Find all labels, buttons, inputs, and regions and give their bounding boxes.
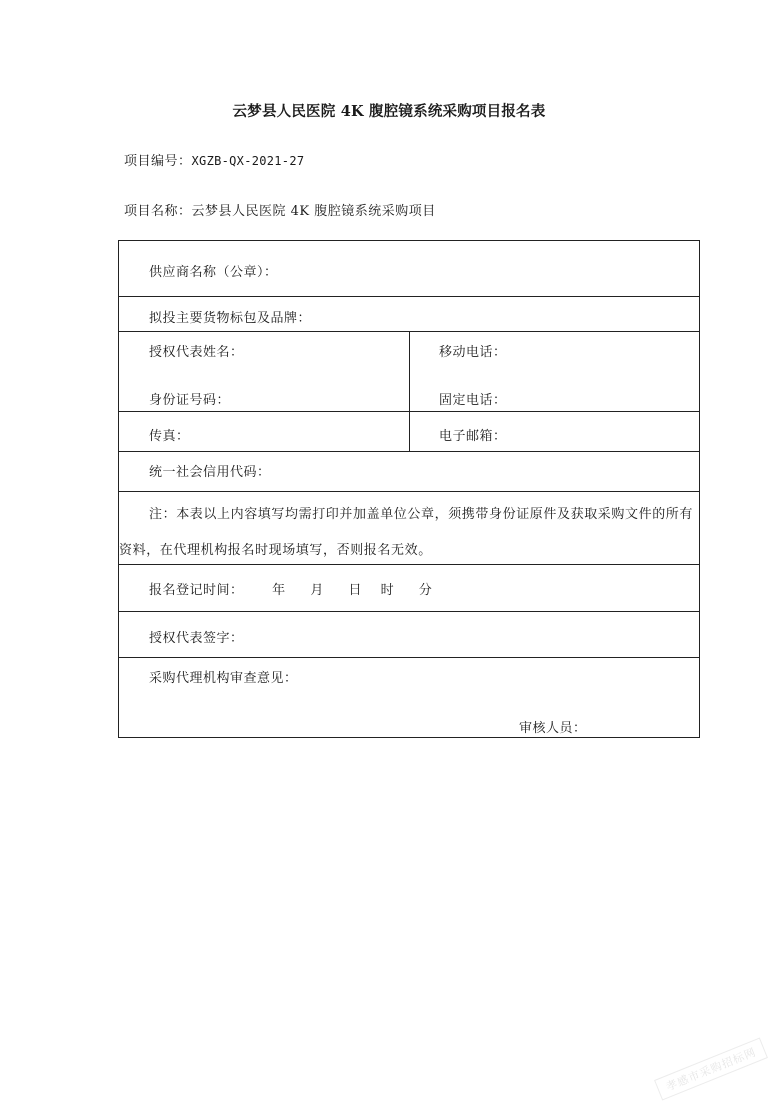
- email-field[interactable]: 电子邮箱：: [439, 429, 507, 444]
- project-number-label: 项目编号：: [124, 154, 192, 169]
- project-name: [124, 200, 436, 219]
- row-divider: [119, 657, 699, 658]
- row-divider: [119, 451, 699, 452]
- year-label: 年: [272, 583, 286, 598]
- form-note: [119, 497, 699, 569]
- id-number-field[interactable]: 身份证号码：: [149, 393, 231, 408]
- row-divider: [119, 611, 699, 612]
- note-line-1: 注：本表以上内容填写均需打印并加盖单位公章，须携带身份证原件及获取采购文件的所有: [149, 507, 694, 522]
- row-divider: [119, 296, 699, 297]
- watermark: 孝感市采购招标网: [654, 1037, 768, 1100]
- fax-field[interactable]: 传真：: [149, 429, 190, 444]
- agency-opinion-field[interactable]: 采购代理机构审查意见：: [149, 671, 298, 686]
- mobile-field[interactable]: 移动电话：: [439, 345, 507, 360]
- month-label: 月: [310, 583, 324, 598]
- goods-brand-field[interactable]: 拟投主要货物标包及品牌：: [149, 311, 312, 326]
- row-divider: [119, 491, 699, 492]
- column-divider: [409, 331, 410, 451]
- project-name-value: 云梦县人民医院 4K 腹腔镜系统采购项目: [191, 204, 436, 219]
- rep-signature-field[interactable]: 授权代表签字：: [149, 631, 244, 646]
- form-title: 云梦县人民医院 4K 腹腔镜系统采购项目报名表: [232, 103, 546, 120]
- project-name-label: 项目名称：: [124, 204, 192, 219]
- project-number: [124, 150, 304, 169]
- supplier-name-field[interactable]: 供应商名称（公章）：: [149, 265, 278, 280]
- registration-time-field[interactable]: [149, 579, 432, 598]
- hour-label: 时: [380, 583, 395, 598]
- day-label: 日: [348, 583, 362, 598]
- reviewer-field[interactable]: 审核人员：: [519, 721, 587, 736]
- project-number-value: XGZB-QX-2021-27: [191, 154, 305, 168]
- registration-form: [118, 240, 700, 738]
- note-line-2: 资料，在代理机构报名时现场填写，否则报名无效。: [119, 543, 432, 558]
- registration-time-label: 报名登记时间：: [149, 583, 244, 598]
- landline-field[interactable]: 固定电话：: [439, 393, 507, 408]
- rep-name-field[interactable]: 授权代表姓名：: [149, 345, 244, 360]
- credit-code-field[interactable]: 统一社会信用代码：: [149, 465, 271, 480]
- minute-label: 分: [418, 583, 433, 598]
